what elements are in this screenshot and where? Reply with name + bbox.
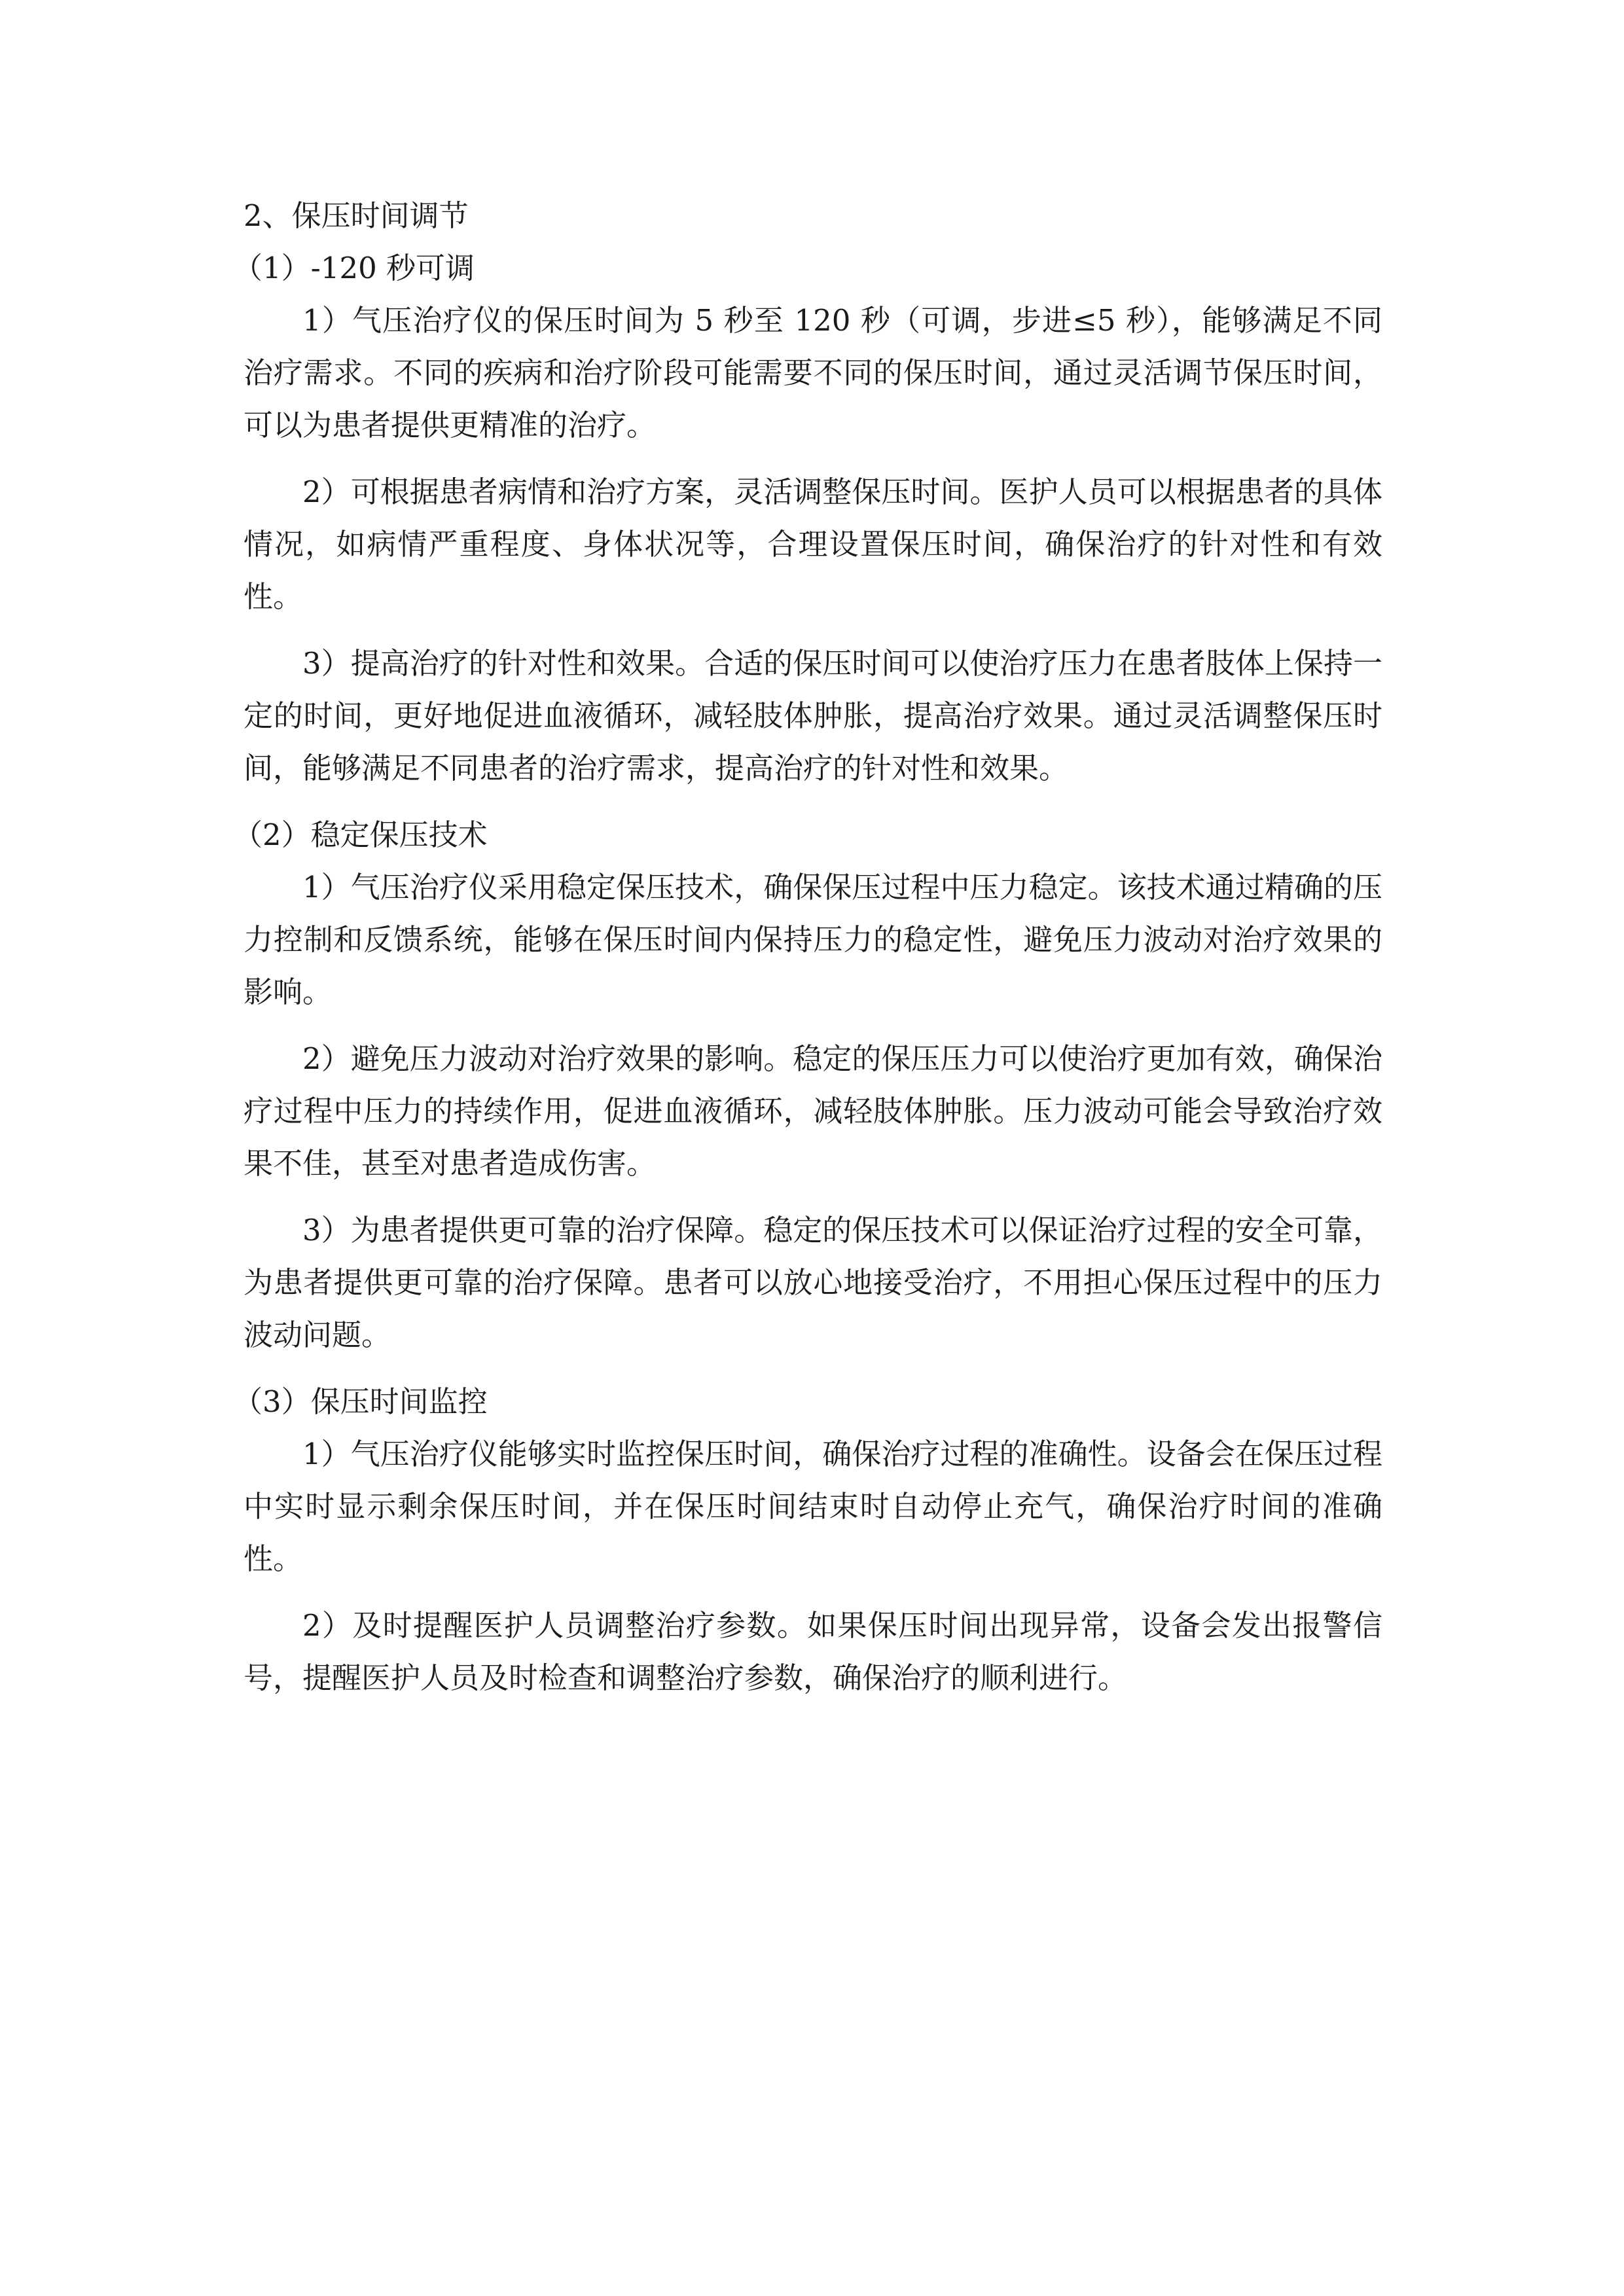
paragraph: 2）可根据患者病情和治疗方案，灵活调整保压时间。医护人员可以根据患者的具体情况，如病情严重程度、身体状况等，合理设置保压时间，确保治疗的针对性和有效性。 (244, 475, 1382, 614)
section-3 (233, 1376, 1382, 1704)
subsection-heading: （2）稳定保压技术 (233, 817, 488, 852)
section-1 (233, 242, 1382, 795)
subsection-heading: （3）保压时间监控 (233, 1384, 488, 1419)
paragraph: 2）避免压力波动对治疗效果的影响。稳定的保压压力可以使治疗更加有效，确保治疗过程中压力的持续作用，促进血液循环，减轻肢体肿胀。压力波动可能会导致治疗效果不佳，甚至对患者造成伤害。 (244, 1041, 1382, 1181)
paragraph: 1）气压治疗仪能够实时监控保压时间，确保治疗过程的准确性。设备会在保压过程中实时显示剩余保压时间，并在保压时间结束时自动停止充气，确保治疗时间的准确性。 (244, 1437, 1382, 1576)
paragraph: 3）提高治疗的针对性和效果。合适的保压时间可以使治疗压力在患者肢体上保持一定的时间，更好地促进血液循环，减轻肢体肿胀，提高治疗效果。通过灵活调整保压时间，能够满足不同患者的治疗需求，提高治疗的针对性和效果。 (244, 646, 1382, 785)
section-2 (233, 809, 1382, 1361)
paragraph: 1）气压治疗仪的保压时间为 5 秒至 120 秒（可调，步进≤5 秒），能够满足不同治疗需求。不同的疾病和治疗阶段可能需要不同的保压时间，通过灵活调节保压时间，可以为患者提供更精准的治疗。 (244, 303, 1382, 442)
subsection-heading: （1）-120 秒可调 (233, 251, 475, 285)
document-body (233, 190, 1382, 1719)
paragraph: 3）为患者提供更可靠的治疗保障。稳定的保压技术可以保证治疗过程的安全可靠，为患者提供更可靠的治疗保障。患者可以放心地接受治疗，不用担心保压过程中的压力波动问题。 (244, 1213, 1382, 1352)
paragraph: 2）及时提醒医护人员调整治疗参数。如果保压时间出现异常，设备会发出报警信号，提醒医护人员及时检查和调整治疗参数，确保治疗的顺利进行。 (244, 1608, 1382, 1695)
section-title: 2、保压时间调节 (244, 198, 469, 233)
paragraph: 1）气压治疗仪采用稳定保压技术，确保保压过程中压力稳定。该技术通过精确的压力控制和反馈系统，能够在保压时间内保持压力的稳定性，避免压力波动对治疗效果的影响。 (244, 870, 1382, 1009)
